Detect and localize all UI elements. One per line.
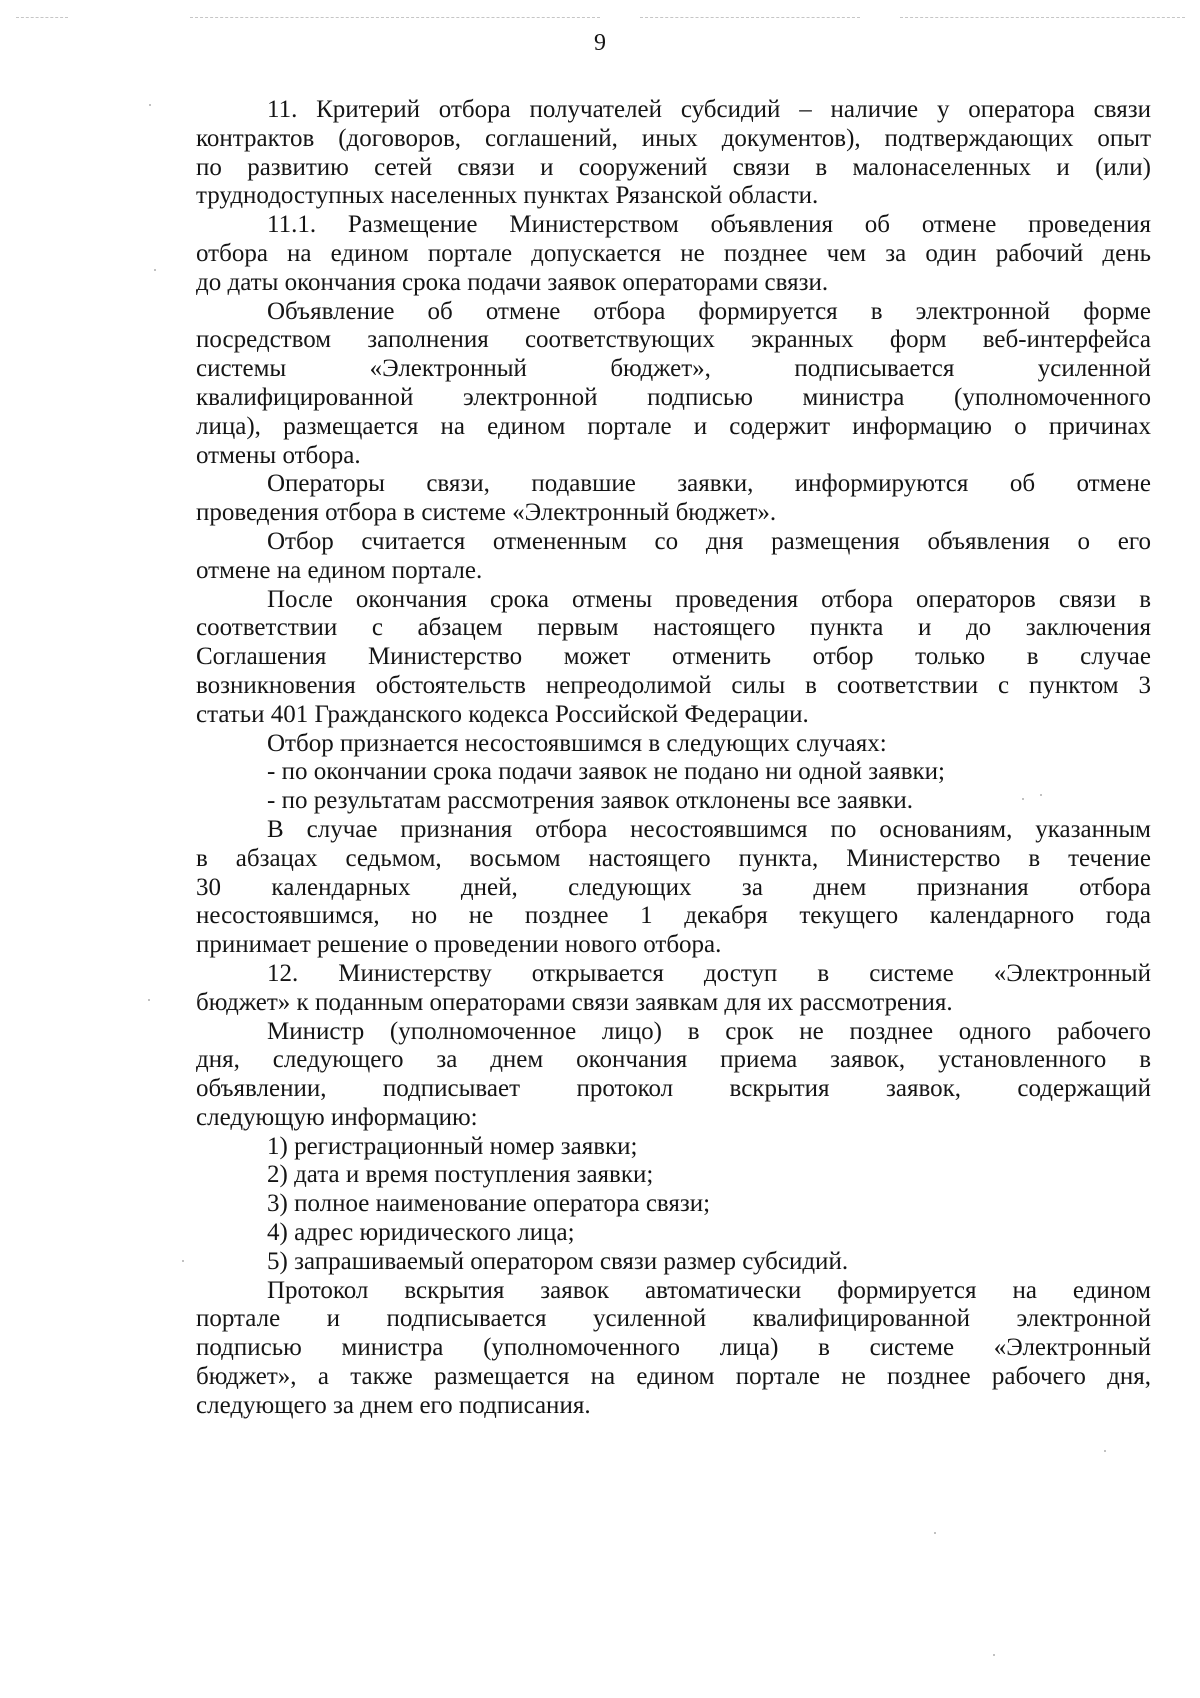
document-text-line: 4) адрес юридического лица;: [267, 1219, 575, 1247]
document-text-line: статьи 401 Гражданского кодекса Российской Федерации.: [196, 700, 809, 728]
document-text-line: объявлении, подписывает протокол вскрытия заявок, содержащий: [196, 1075, 1151, 1103]
document-text-line: Отбор признается несостоявшимся в следующих случаях:: [267, 729, 887, 757]
document-text-line: Протокол вскрытия заявок автоматически формируется на едином: [267, 1276, 1151, 1304]
document-text-line: бюджет», а также размещается на едином портале не позднее рабочего дня,: [196, 1363, 1151, 1391]
document-text-line: в абзацах седьмом, восьмом настоящего пункта, Министерство в течение: [196, 844, 1151, 872]
scan-artifact-line: [16, 17, 68, 18]
document-text-line: 2) дата и время поступления заявки;: [267, 1161, 654, 1189]
document-text-line: Операторы связи, подавшие заявки, информируются об отмене: [267, 470, 1151, 498]
document-text-line: следующую информацию:: [196, 1103, 478, 1131]
document-text-line: 3) полное наименование оператора связи;: [267, 1190, 711, 1218]
document-text-line: После окончания срока отмены проведения отбора операторов связи в: [267, 585, 1151, 613]
scan-dust: [182, 1260, 184, 1262]
page-number: 9: [594, 30, 606, 56]
document-text-line: бюджет» к поданным операторами связи заявкам для их рассмотрения.: [196, 988, 953, 1016]
document-text-line: 11.1. Размещение Министерством объявления об отмене проведения: [267, 211, 1151, 239]
scan-dust: [1104, 1450, 1106, 1452]
scan-dust: [154, 269, 156, 271]
document-text-line: возникновения обстоятельств непреодолимой силы в соответствии с пунктом 3: [196, 671, 1151, 699]
document-text-line: Соглашения Министерство может отменить отбор только в случае: [196, 643, 1151, 671]
scan-artifact-line: [190, 17, 600, 18]
document-text-line: - по окончании срока подачи заявок не подано ни одной заявки;: [267, 758, 945, 786]
document-text-line: проведения отбора в системе «Электронный бюджет».: [196, 499, 777, 527]
document-text-line: труднодоступных населенных пунктах Рязанской области.: [196, 182, 819, 210]
document-text-line: отбора на едином портале допускается не позднее чем за один рабочий день: [196, 239, 1151, 267]
scan-dust: [1022, 798, 1024, 800]
document-text-line: 30 календарных дней, следующих за днем признания отбора: [196, 873, 1151, 901]
document-text-line: следующего за днем его подписания.: [196, 1391, 591, 1419]
scan-dust: [149, 104, 151, 106]
document-text-line: квалифицированной электронной подписью министра (уполномоченного: [196, 383, 1151, 411]
document-text-line: по развитию сетей связи и сооружений связи в малонаселенных и (или): [196, 153, 1151, 181]
document-text-line: Объявление об отмене отбора формируется в электронной форме: [267, 297, 1151, 325]
document-text-line: посредством заполнения соответствующих экранных форм веб-интерфейса: [196, 326, 1151, 354]
document-text-line: контрактов (договоров, соглашений, иных документов), подтверждающих опыт: [196, 124, 1151, 152]
document-text-line: несостоявшимся, но не позднее 1 декабря текущего календарного года: [196, 902, 1151, 930]
document-text-line: В случае признания отбора несостоявшимся по основаниям, указанным: [267, 815, 1151, 843]
scan-artifact-line: [640, 17, 860, 18]
scan-artifact-line: [900, 17, 1185, 18]
document-text-line: отмены отбора.: [196, 441, 361, 469]
scan-dust: [1040, 794, 1042, 796]
document-text-line: соответствии с абзацем первым настоящего пункта и до заключения: [196, 614, 1151, 642]
document-text-line: 12. Министерству открывается доступ в системе «Электронный: [267, 959, 1151, 987]
document-text-line: - по результатам рассмотрения заявок отклонены все заявки.: [267, 787, 914, 815]
document-text-line: системы «Электронный бюджет», подписывается усиленной: [196, 355, 1151, 383]
scan-dust: [934, 1532, 936, 1534]
document-text-line: принимает решение о проведении нового отбора.: [196, 931, 722, 959]
document-text-line: Отбор считается отмененным со дня размещения объявления о его: [267, 527, 1151, 555]
document-body: [196, 96, 1151, 1421]
document-text-line: 1) регистрационный номер заявки;: [267, 1132, 638, 1160]
scan-dust: [993, 1654, 995, 1656]
document-text-line: лица), размещается на едином портале и содержит информацию о причинах: [196, 412, 1151, 440]
document-text-line: 5) запрашиваемый оператором связи размер субсидий.: [267, 1247, 849, 1275]
document-text-line: отмене на едином портале.: [196, 556, 483, 584]
document-text-line: дня, следующего за днем окончания приема заявок, установленного в: [196, 1046, 1151, 1074]
document-text-line: до даты окончания срока подачи заявок операторами связи.: [196, 268, 829, 296]
scan-dust: [148, 999, 150, 1001]
document-text-line: портале и подписывается усиленной квалифицированной электронной: [196, 1305, 1151, 1333]
document-text-line: 11. Критерий отбора получателей субсидий – наличие у оператора связи: [267, 96, 1151, 123]
document-text-line: подписью министра (уполномоченного лица) в системе «Электронный: [196, 1334, 1151, 1362]
document-text-line: Министр (уполномоченное лицо) в срок не позднее одного рабочего: [267, 1017, 1151, 1045]
